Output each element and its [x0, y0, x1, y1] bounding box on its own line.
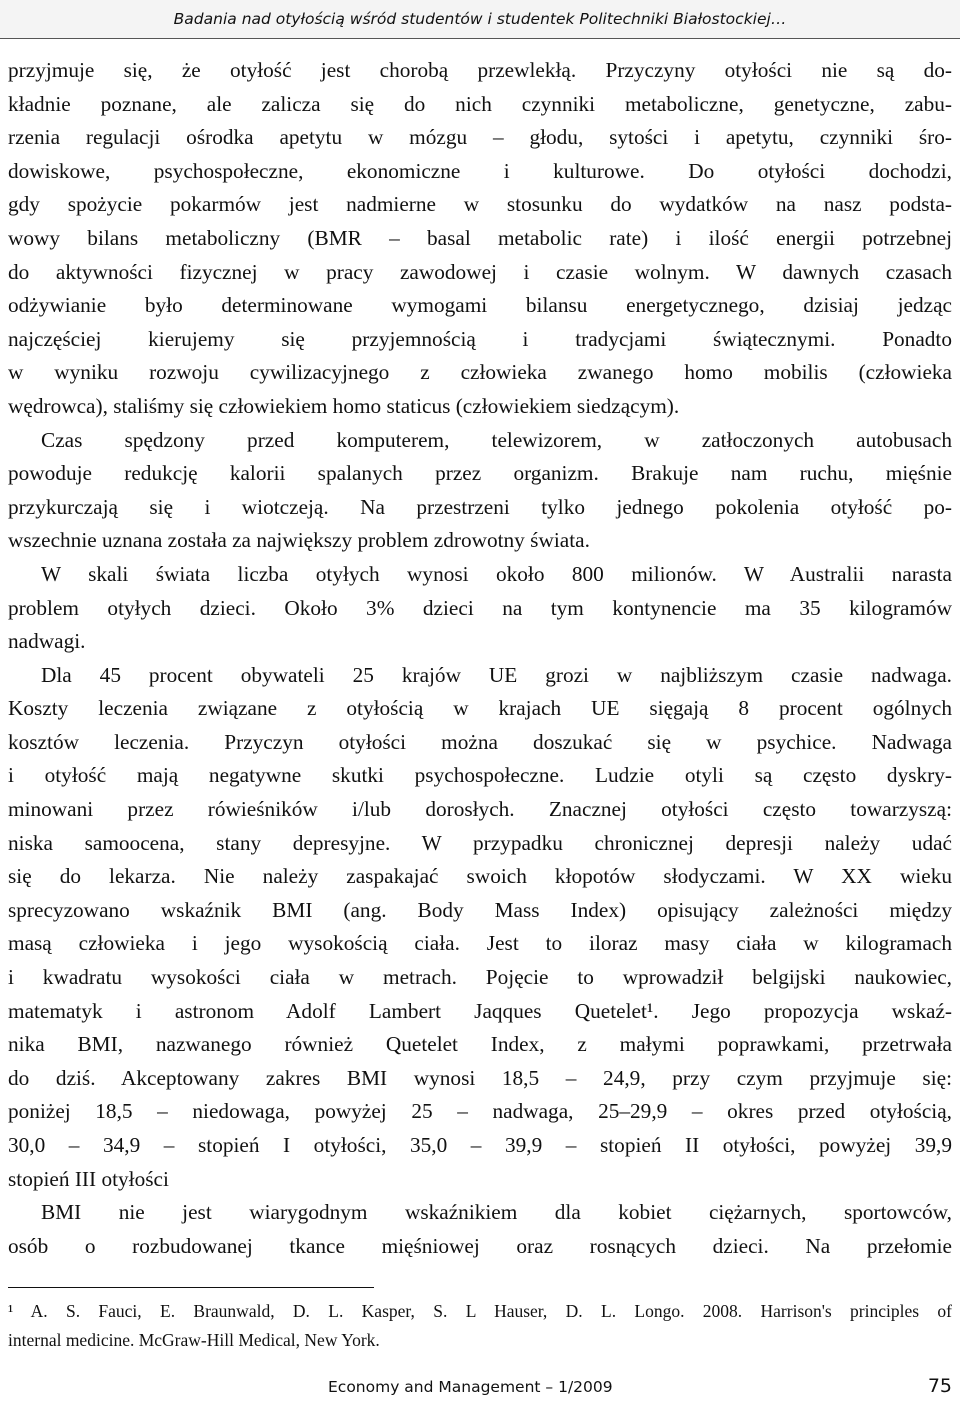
text-line: Koszty leczenia związane z otyłością w krajach UE sięgają 8 procent ogólnych [8, 696, 952, 721]
text-line: 30,0 – 34,9 – stopień I otyłości, 35,0 – 39,9 – stopień II otyłości, powyżej 39,9 [8, 1133, 952, 1157]
text-line: matematyk i astronom Adolf Lambert Jaqques Quetelet¹. Jego propozycja wskaź- [8, 998, 952, 1023]
text-line: i otyłość mają negatywne skutki psychospołeczne. Ludzie otyli są często dyskry- [8, 763, 952, 788]
text-line: kładnie poznane, ale zalicza się do nich czynniki metaboliczne, genetyczne, zabu- [8, 91, 952, 116]
journal-name: Economy and Management – 1/2009 [328, 1378, 613, 1396]
paragraph [8, 424, 952, 558]
text-line: przyjmuje się, że otyłość jest chorobą przewlekłą. Przyczyny otyłości nie są do- [8, 58, 952, 82]
body-text [8, 54, 952, 1263]
text-line: stopień III otyłości [8, 1166, 169, 1191]
text-line: nika BMI, nazwanego również Quetelet Index, z małymi poprawkami, przetrwała [8, 1032, 952, 1057]
text-line: do dziś. Akceptowany zakres BMI wynosi 18,5 – 24,9, przy czym przyjmuje się: [8, 1065, 952, 1090]
footnote-rule [8, 1287, 374, 1288]
text-line: do aktywności fizycznej w pracy zawodowej i czasie wolnym. W dawnych czasach [8, 259, 952, 284]
text-line: odżywianie było determinowane wymogami bilansu energetycznego, dzisiaj jedząc [8, 293, 952, 318]
page-footer [0, 1375, 960, 1403]
text-line: masą człowieka i jego wysokością ciała. Jest to iloraz masy ciała w kilogramach [8, 931, 952, 956]
text-line: wszechnie uznana została za największy problem zdrowotny świata. [8, 528, 590, 553]
paragraph [8, 54, 952, 424]
footnote [8, 1297, 952, 1355]
text-line: przykurczają się i wiotczeją. Na przestrzeni tylko jednego pokolenia otyłość po- [8, 494, 952, 519]
text-line: się do lekarza. Nie należy zaspakajać swoich kłopotów słodyczami. W XX wieku [8, 864, 952, 889]
page-number: 75 [927, 1375, 952, 1397]
text-line: Czas spędzony przed komputerem, telewizorem, w zatłoczonych autobusach [41, 427, 952, 452]
text-line: Dla 45 procent obywateli 25 krajów UE grozi w najbliższym czasie nadwaga. [41, 662, 952, 687]
footnote-line: internal medicine. McGraw-Hill Medical, New York. [8, 1330, 380, 1350]
running-head: Badania nad otyłością wśród studentów i studentek Politechniki Białostockiej… [0, 0, 960, 39]
text-line: nadwagi. [8, 629, 86, 654]
text-line: minowani przez rówieśników i/lub dorosłych. Znacznej otyłości często towarzyszą: [8, 797, 952, 822]
text-line: problem otyłych dzieci. Około 3% dzieci na tym kontynencie ma 35 kilogramów [8, 595, 952, 620]
text-line: osób o rozbudowanej tkance mięśniowej oraz rosnących dzieci. Na przełomie [8, 1233, 952, 1258]
text-line: BMI nie jest wiarygodnym wskaźnikiem dla kobiet ciężarnych, sportowców, [41, 1200, 952, 1225]
text-line: sprecyzowano wskaźnik BMI (ang. Body Mass Index) opisujący zależności między [8, 897, 952, 922]
text-line: i kwadratu wysokości ciała w metrach. Pojęcie to wprowadził belgijski naukowiec, [8, 965, 952, 990]
paragraph [8, 558, 952, 659]
text-line: rzenia regulacji ośrodka apetytu w mózgu – głodu, sytości i apetytu, czynniki śro- [8, 125, 952, 150]
footnote-line: ¹ A. S. Fauci, E. Braunwald, D. L. Kasper, S. L Hauser, D. L. Longo. 2008. Harrison's principles of [8, 1301, 952, 1321]
text-line: kosztów leczenia. Przyczyn otyłości można doszukać się w psychice. Nadwaga [8, 729, 952, 754]
text-line: w wyniku rozwoju cywilizacyjnego z człowieka zwanego homo mobilis (człowieka [8, 360, 952, 385]
text-line: wowy bilans metaboliczny (BMR – basal metabolic rate) i ilość energii potrzebnej [8, 225, 952, 250]
text-line: poniżej 18,5 – niedowaga, powyżej 25 – nadwaga, 25–29,9 – okres przed otyłością, [8, 1099, 952, 1124]
text-line: gdy spożycie pokarmów jest nadmierne w stosunku do wydatków na nasz podsta- [8, 192, 952, 217]
paragraph [8, 1196, 952, 1263]
text-line: najczęściej kierujemy się przyjemnością i tradycjami świątecznymi. Ponadto [8, 326, 952, 351]
text-line: W skali świata liczba otyłych wynosi około 800 milionów. W Australii narasta [41, 561, 952, 586]
text-line: dowiskowe, psychospołeczne, ekonomiczne i kulturowe. Do otyłości dochodzi, [8, 158, 952, 183]
text-line: powoduje redukcję kalorii spalanych przez organizm. Brakuje nam ruchu, mięśnie [8, 461, 952, 486]
text-line: wędrowca), staliśmy się człowiekiem homo staticus (człowiekiem siedzącym). [8, 393, 680, 418]
paragraph [8, 659, 952, 1197]
text-line: niska samoocena, stany depresyjne. W przypadku chronicznej depresji należy udać [8, 830, 952, 855]
